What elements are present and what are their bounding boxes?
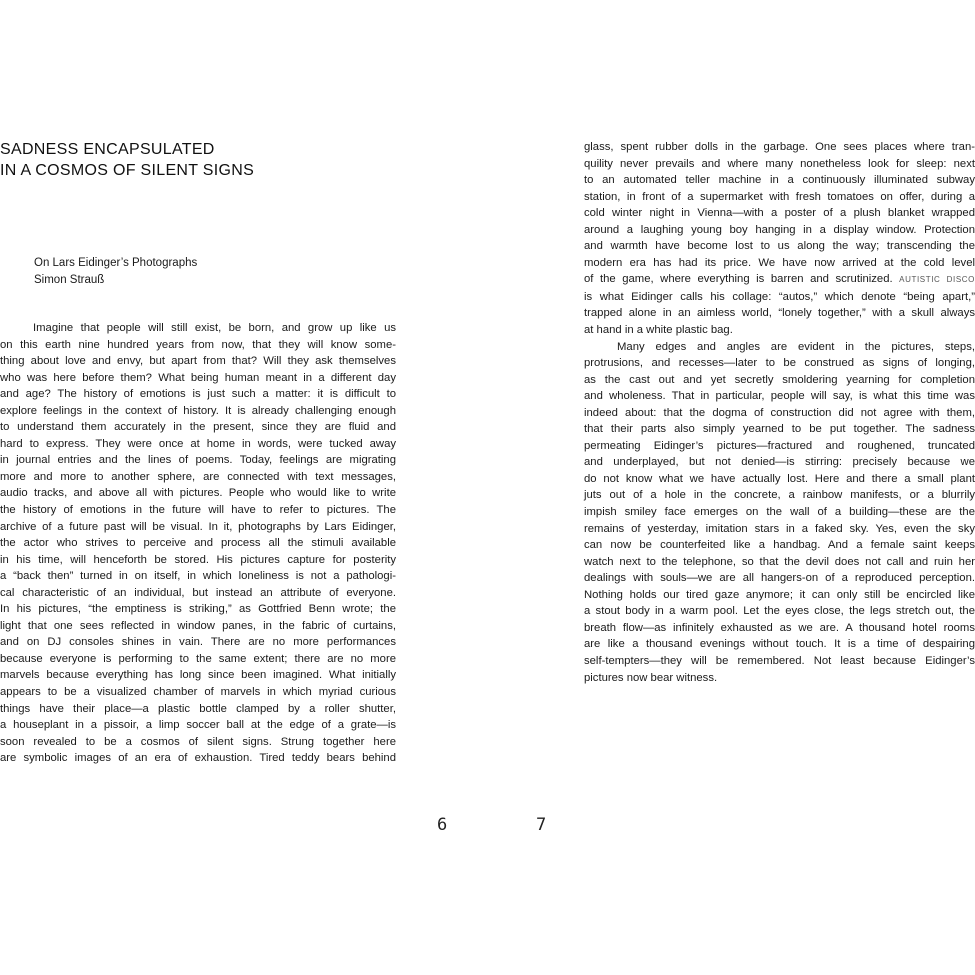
left-text-column [0, 320, 396, 767]
text-line: In his pictures, “the emptiness is striking,” as Gottfried Benn wrote; the [0, 603, 396, 616]
text-line: audio tracks, and above all with pictures. People who would like to write [0, 487, 396, 500]
text-line: glass, spent rubber dolls in the garbage. One sees places where tran- [584, 141, 975, 153]
text-line: breath flow—as infinitely exhausted as we are. A thousand hotel rooms [584, 621, 975, 634]
text-line: the actor who strives to perceive and process all the stimuli available [0, 537, 396, 550]
text-line: appears to be a visualized chamber of marvels in which myriad curious [0, 686, 396, 699]
article-title-line-2: IN A COSMOS OF SILENT SIGNS [0, 162, 255, 179]
text-line: who was here before them? What being human meant in a different day [0, 371, 396, 384]
text-line: watch next to the telephone, so that the devil does not call and ruin her [584, 555, 975, 568]
collage-title: AUTISTIC DISCO [899, 275, 975, 285]
text-line: Imagine that people will still exist, be born, and grow up like us [33, 322, 396, 334]
text-line: a houseplant in a pissoir, a limp soccer ball at the edge of a grate—is [0, 719, 396, 732]
article-title [0, 139, 420, 181]
page-number-right: 7 [536, 815, 547, 835]
text-line: do not know what we have actually lost. Here and there a small plant [584, 472, 975, 485]
text-line: trapped alone in an aimless world, “lonely together,” with a skull always [584, 307, 975, 320]
right-text-column [584, 139, 975, 686]
text-line: a “back then” turned in on itself, in which loneliness is not a pathologi- [0, 570, 396, 583]
text-line: quility never prevails and where many nonetheless look for sleep: next [584, 157, 975, 170]
text-line: modern era has had its price. We have now arrived at the cold level [584, 256, 975, 269]
text-line: to an automated teller machine in a continuously illuminated subway [584, 174, 975, 187]
text-line: Many edges and angles are evident in the pictures, steps, [617, 340, 975, 353]
text-line: and wholeness. That in particular, people will say, is what this time was [584, 390, 975, 403]
text-line: are like a thousand evenings without touch. It is a time of despairing [584, 638, 975, 651]
text-line: at hand in a white plastic bag. [584, 324, 733, 337]
text-line: thing about love and envy, but apart from that? Will they ask themselves [0, 355, 396, 368]
text-line: the history of emotions in the future will have to refer to pictures. The [0, 504, 396, 517]
text-line: soon revealed to be a cosmos of silent signs. Strung together here [0, 735, 396, 748]
text-line: station, in front of a supermarket with fresh tomatoes on offer, during a [584, 190, 975, 203]
text-line: cal characteristic of an individual, but instead an attribute of everyone. [0, 586, 396, 599]
text-line: is what Eidinger calls his collage: “autos,” which denote “being apart,” [584, 290, 975, 303]
text-line: Nothing holds our tired gaze anymore; it can only still be encircled like [584, 588, 975, 601]
text-line: pictures now bear witness. [584, 671, 718, 684]
article-title-line-1: SADNESS ENCAPSULATED [0, 141, 215, 158]
text-line-part: of the game, where everything is barren and scrutinized. [584, 273, 900, 286]
text-line: juts out of a hole in the concrete, a rainbow manifests, or a blurrily [584, 489, 975, 502]
text-line: permeating Eidinger’s pictures—fractured and roughened, truncated [584, 439, 975, 452]
text-line: to understand them accurately in the present, since they are fluid and [0, 421, 396, 434]
text-line: because everyone is performing to the same extent; there are no more [0, 652, 396, 665]
text-line: self-tempters—they will be remembered. Not least because Eidinger’s [584, 654, 975, 667]
text-line: are symbolic images of an era of exhaustion. Tired teddy bears behind [0, 752, 396, 765]
text-line [584, 271, 975, 289]
text-line: cold winter night in Vienna—with a poster of a plush blanket wrapped [584, 207, 975, 220]
text-line: as the cast out and yet secretly smoldering yearning for completion [584, 373, 975, 386]
text-line: around a laughing young boy hanging in a display window. Protection [584, 223, 975, 236]
text-line: explore feelings in the context of history. It is already challenging enough [0, 404, 396, 417]
text-line: and underplayed, but not denied—is stirring: precisely because we [584, 456, 975, 469]
text-line: on this earth nine hundred years from now, that they will know some- [0, 338, 396, 351]
text-line: light that one sees reflected in window panes, in the fabric of curtains, [0, 619, 396, 632]
text-line: archive of a future past will be visual. In it, photographs by Lars Eidinger, [0, 520, 396, 533]
page-number-left: 6 [437, 815, 448, 835]
subtitle: On Lars Eidinger’s Photographs [34, 257, 198, 269]
text-line: and warmth have become lost to us along the way; transcending the [584, 240, 975, 253]
text-line: and on DJ consoles shines in vain. There are no more performances [0, 636, 396, 649]
text-line: in journal entries and the lines of poems. Today, feelings are migrating [0, 454, 396, 467]
text-line: and age? The history of emotions is just such a matter: it is difficult to [0, 388, 396, 401]
text-line: in his time, will henceforth be stored. His pictures capture for posterity [0, 553, 396, 566]
text-line: that their parts also simply yearned to be put together. The sadness [584, 423, 975, 436]
text-line: protrusions, and recesses—later to be construed as signs of longing, [584, 357, 975, 370]
text-line: remains of yesterday, imitation stars in a faked sky. Yes, even the sky [584, 522, 975, 535]
text-line: hard to express. They were once at home in words, were tucked away [0, 437, 396, 450]
author-name: Simon Strauß [34, 273, 105, 286]
text-line: more and more to another sphere, are connected with text messages, [0, 470, 396, 483]
text-line: dealings with souls—we are all hangers-on of a reproduced perception. [584, 572, 975, 585]
text-line: impish smiley face emerges on the wall of a building—these are the [584, 506, 975, 519]
text-line: can now be counterfeited like a handbag. And a female saint keeps [584, 539, 975, 552]
text-line: things have their place—a plastic bottle clamped by a roller shutter, [0, 702, 396, 715]
text-line: marvels because everything has long since been imagined. What initially [0, 669, 396, 682]
text-line: indeed about: that the dogma of construction did not agree with them, [584, 406, 975, 419]
text-line: a stout body in a warm pool. Let the eyes close, the legs stretch out, the [584, 605, 975, 618]
byline [34, 255, 197, 288]
